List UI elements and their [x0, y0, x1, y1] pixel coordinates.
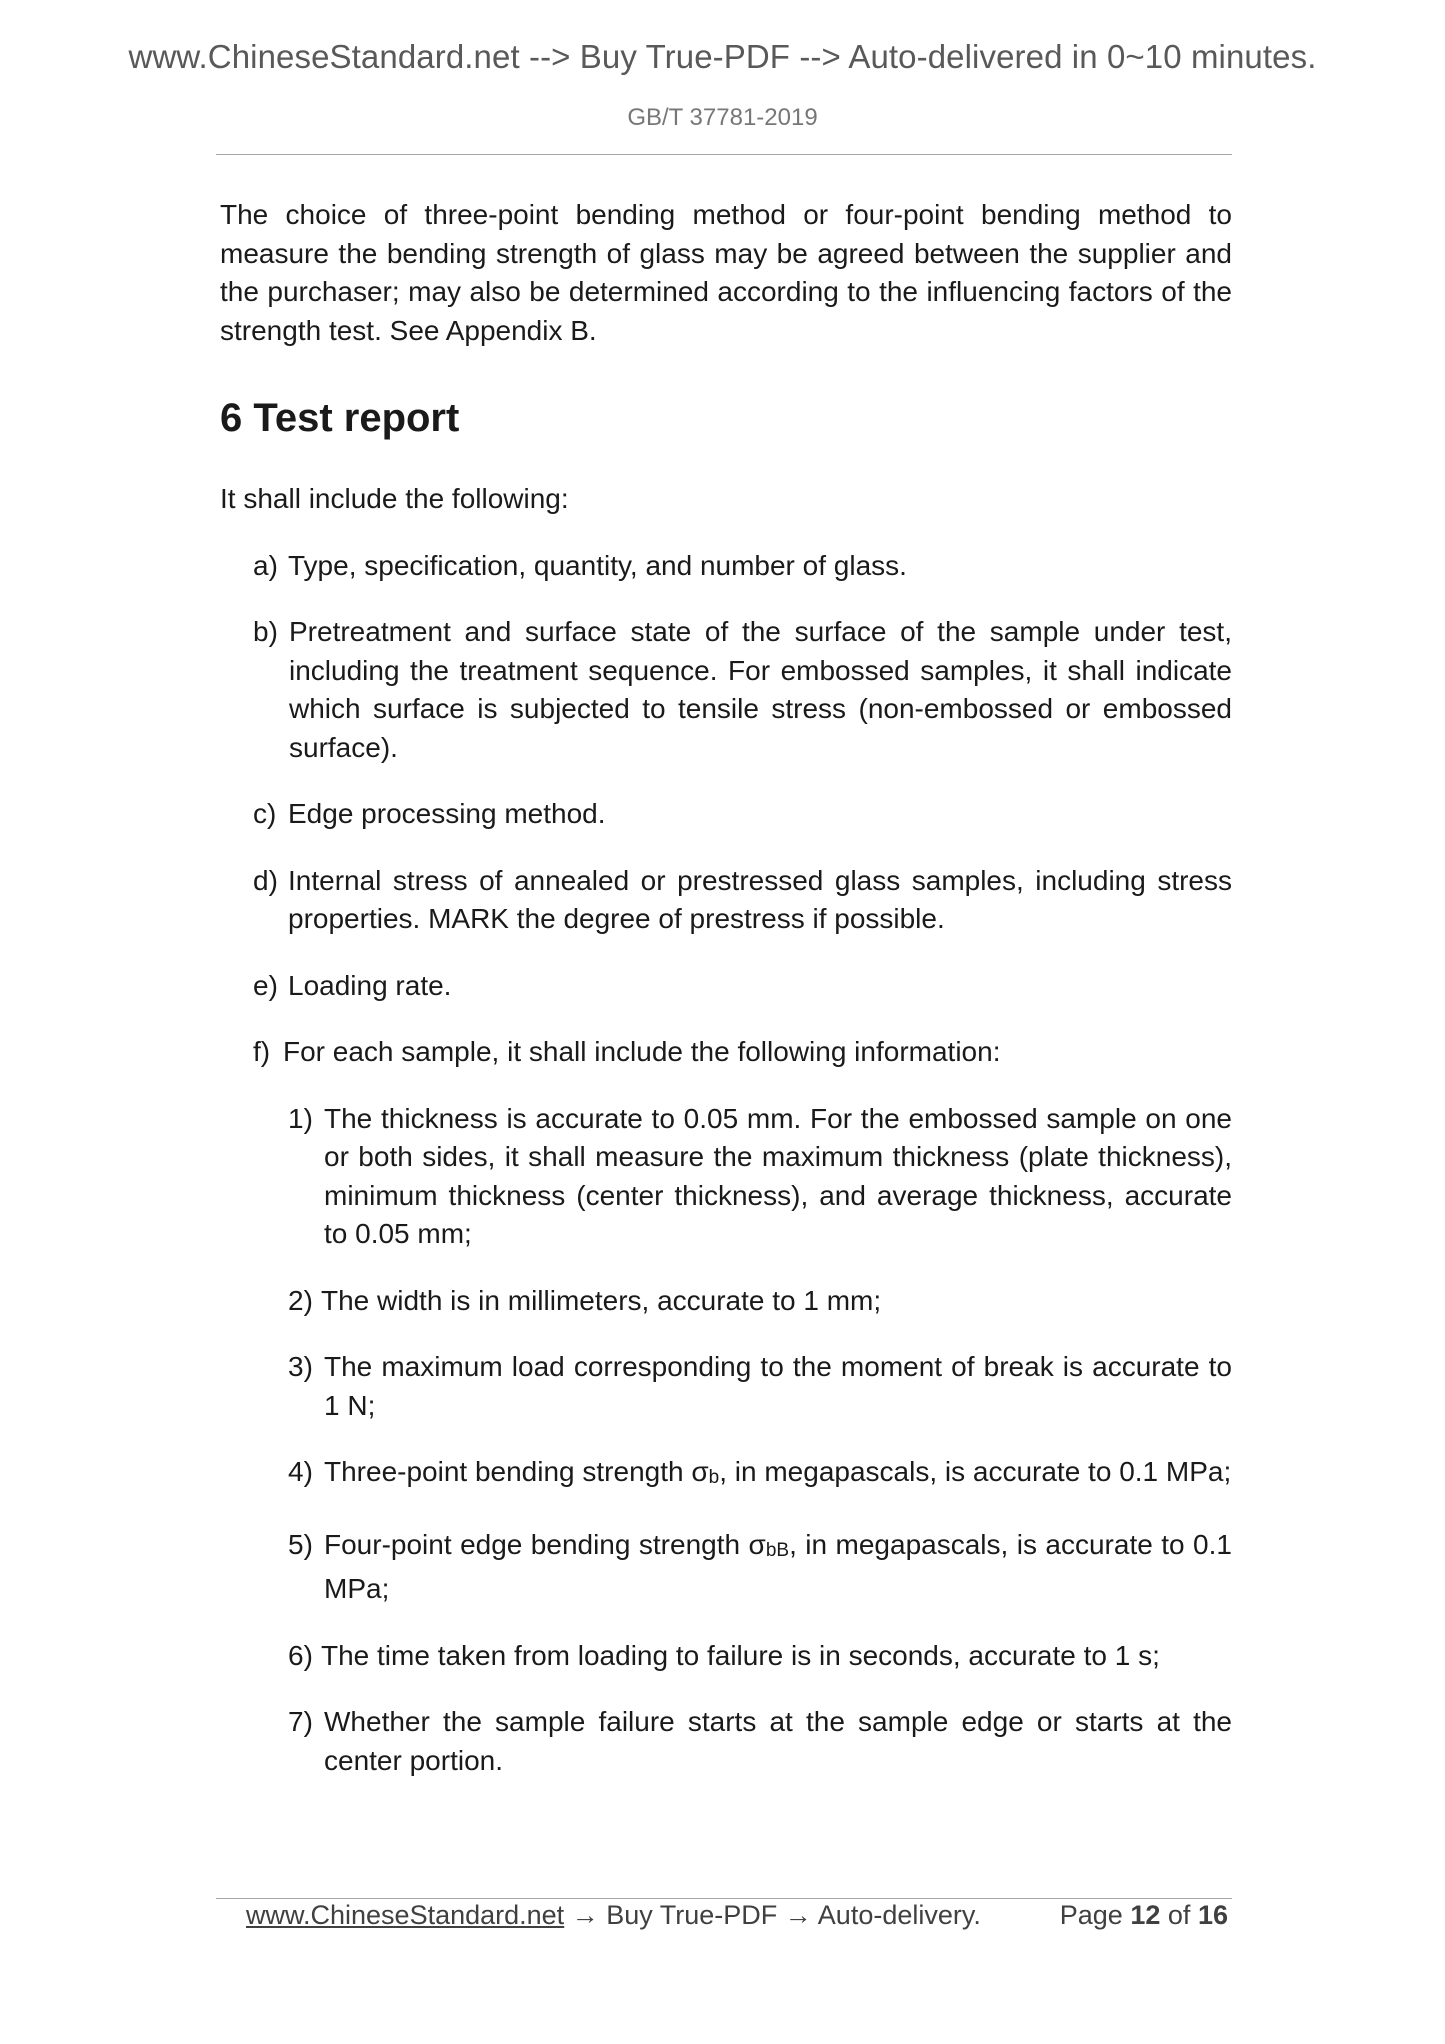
- sub-list-item: [288, 1703, 1232, 1780]
- sub-list-item-text: Whether the sample failure starts at the sample edge or starts at the center portion.: [324, 1706, 1232, 1776]
- formula-text: Four-point edge bending strength σ: [324, 1528, 766, 1560]
- list-item-label: d): [253, 864, 278, 896]
- standard-code: GB/T 37781-2019: [627, 104, 818, 131]
- page-number: [1060, 1900, 1228, 1931]
- list-item-label: a): [253, 549, 278, 581]
- list-item: [253, 1033, 1232, 1072]
- list-item-label: c): [253, 798, 277, 829]
- sub-list-item-text: [324, 1526, 1232, 1609]
- list-item: [253, 862, 1232, 939]
- formula-text: Three-point bending strength σ: [324, 1456, 709, 1487]
- footer-delivery-text: Auto-delivery.: [817, 1900, 981, 1930]
- footer-buy-text: Buy True-PDF: [606, 1900, 778, 1930]
- header-divider: [216, 154, 1232, 155]
- list-item-text: Loading rate.: [288, 969, 452, 1001]
- arrow-right-icon: →: [784, 1900, 812, 1930]
- sub-list-item: [288, 1282, 1232, 1321]
- formula-text-tail: , in megapascals, is accurate to 0.1 MPa;: [719, 1456, 1232, 1487]
- sub-list-item: [288, 1526, 1232, 1609]
- list-item-label: e): [253, 969, 278, 1001]
- list-item-text: Pretreatment and surface state of the surface of the sample under test, including the treatment sequence. For embossed samples, it shall indicate which surface is subjected to tensile stress (non-embossed or embossed surface).: [289, 616, 1232, 763]
- list-item-text: Edge processing method.: [288, 798, 606, 829]
- list-item-label: b): [253, 616, 278, 647]
- site-banner: www.ChineseStandard.net --> Buy True-PDF --> Auto-delivered in 0~10 minutes.: [128, 38, 1317, 75]
- list-item-text: For each sample, it shall include the following information:: [283, 1036, 1001, 1067]
- sub-list-item: [288, 1453, 1232, 1498]
- section-heading: 6 Test report: [220, 396, 460, 440]
- sub-list-item-text: [324, 1453, 1232, 1498]
- sub-list-item-label: 5): [288, 1528, 313, 1560]
- sub-list-item-text: The thickness is accurate to 0.05 mm. For the embossed sample on one or both sides, it shall measure the maximum thickness (plate thickness), minimum thickness (center thickness), and average thickness, accurate to 0.05 mm;: [324, 1102, 1232, 1249]
- sub-list-item-label: 4): [288, 1456, 313, 1487]
- sub-list-item-label: 6): [288, 1639, 313, 1671]
- total-pages: 16: [1197, 1900, 1228, 1930]
- sub-list-item: [288, 1637, 1232, 1676]
- list-item: [253, 613, 1232, 767]
- list-item: [253, 967, 1232, 1006]
- sub-list-item-text: The width is in millimeters, accurate to 1 mm;: [321, 1284, 882, 1316]
- sub-list-item-label: 3): [288, 1351, 313, 1382]
- sub-list-item-label: 7): [288, 1706, 313, 1737]
- sub-list-item-text: The time taken from loading to failure is in seconds, accurate to 1 s;: [321, 1639, 1160, 1671]
- formula-text-tail: , in megapascals, is accurate to 0.1 MPa;: [324, 1528, 1232, 1604]
- sub-list-item: [288, 1348, 1232, 1425]
- sigma-subscript: bB: [765, 1539, 790, 1561]
- lead-sentence: It shall include the following:: [220, 483, 569, 514]
- of-word: of: [1167, 1900, 1191, 1930]
- sub-list-item-label: 1): [288, 1102, 313, 1134]
- list-item-text: Type, specification, quantity, and number of glass.: [288, 549, 907, 581]
- list-item: [253, 795, 1232, 834]
- footer-site-link[interactable]: www.ChineseStandard.net: [246, 1900, 565, 1930]
- list-item-label: f): [253, 1036, 271, 1067]
- page-content: [220, 196, 1232, 1780]
- sub-list-item-text: The maximum load corresponding to the moment of break is accurate to 1 N;: [324, 1351, 1232, 1421]
- current-page: 12: [1130, 1900, 1161, 1930]
- list-item: [253, 547, 1232, 586]
- arrow-right-icon: →: [571, 1900, 599, 1930]
- sub-list-item: [288, 1100, 1232, 1254]
- intro-paragraph: The choice of three-point bending method or four-point bending method to measure the bending strength of glass may be agreed between the supplier and the purchaser; may also be determined according to the influencing factors of the strength test. See Appendix B.: [220, 199, 1232, 346]
- sub-list-item-label: 2): [288, 1284, 313, 1316]
- footer-divider: [216, 1898, 1232, 1899]
- list-item-text: Internal stress of annealed or prestressed glass samples, including stress properties. MARK the degree of prestress if possible.: [288, 864, 1232, 934]
- sigma-subscript: b: [708, 1467, 720, 1488]
- footer-promo: [246, 1900, 981, 1931]
- page-footer: [246, 1900, 1232, 1940]
- page-word: Page: [1059, 1900, 1123, 1930]
